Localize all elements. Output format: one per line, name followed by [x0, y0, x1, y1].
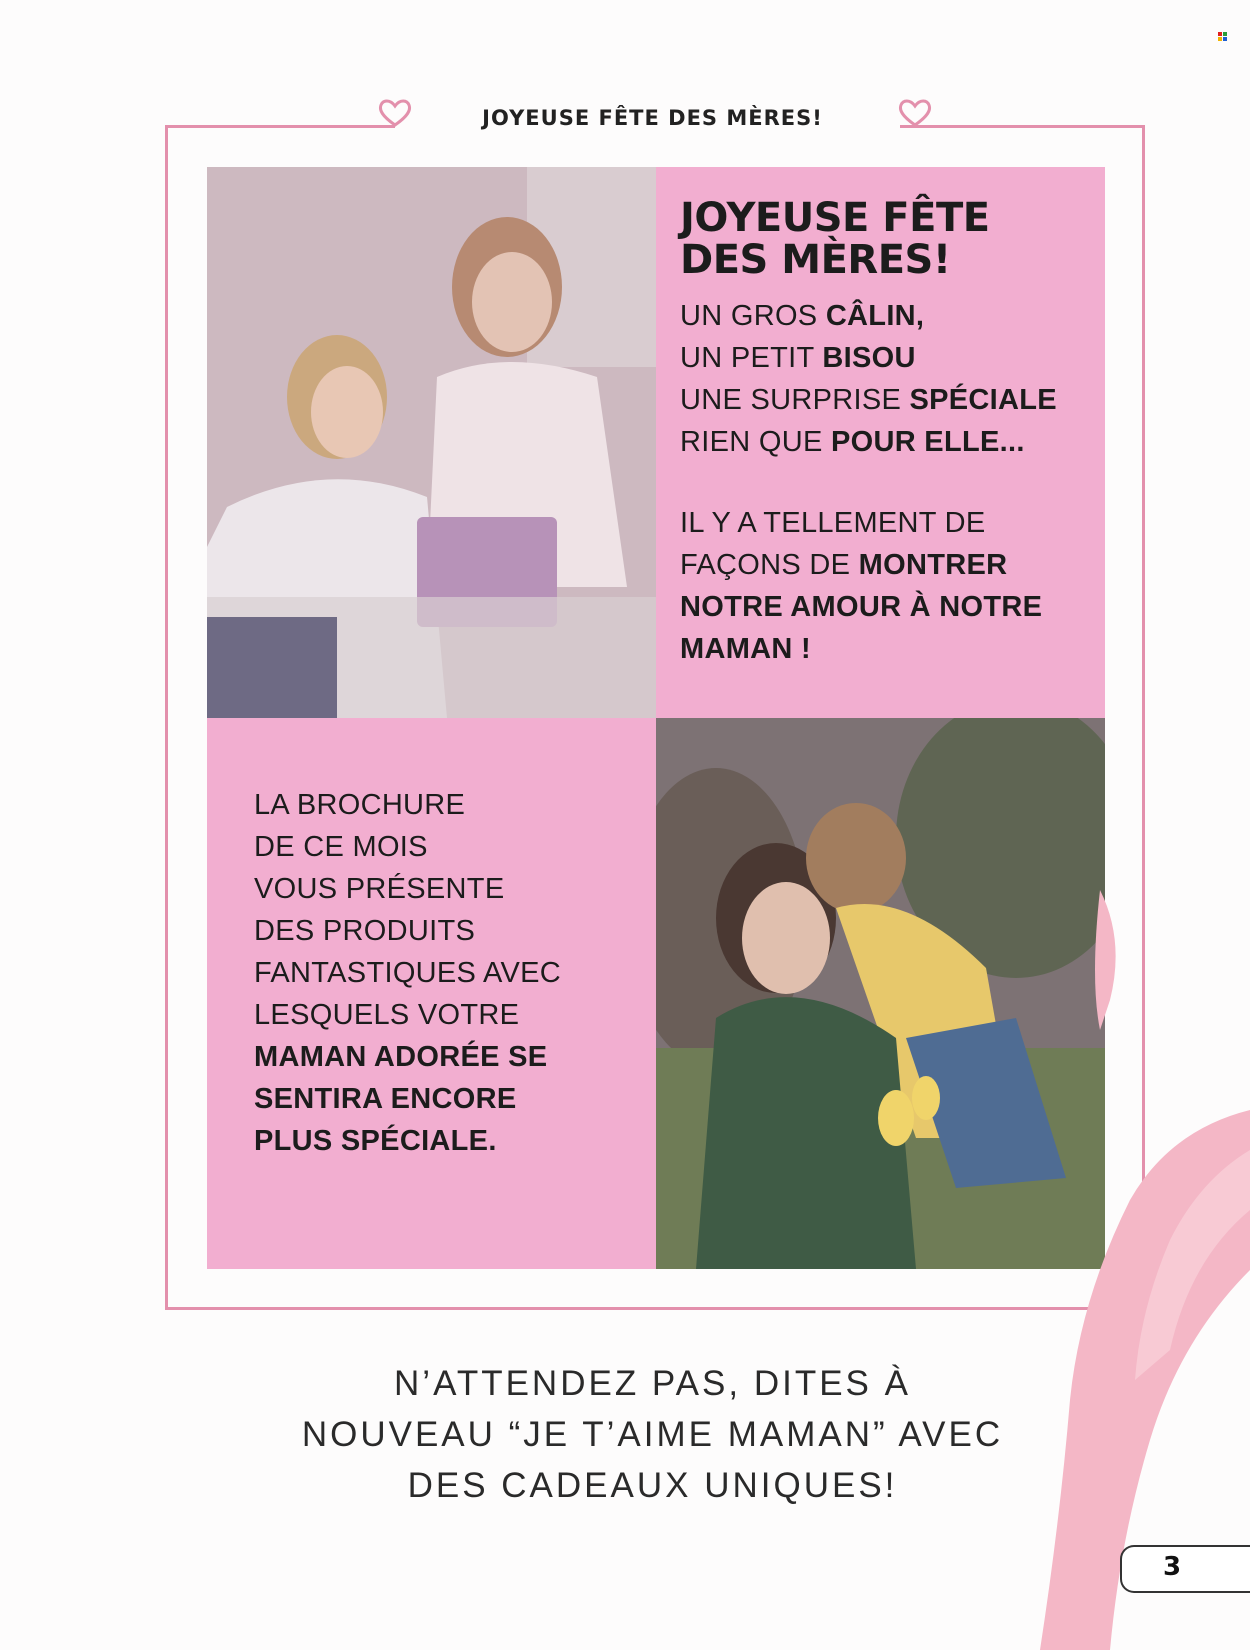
- brochure-line: VOUS PRÉSENTE: [254, 873, 505, 905]
- brochure-lines: [254, 784, 561, 1162]
- greeting-title: JOYEUSE FÊTE DES MÈRES!: [680, 195, 990, 283]
- brochure-line: PLUS SPÉCIALE.: [254, 1125, 497, 1157]
- brochure-line: FANTASTIQUES AVEC: [254, 957, 561, 989]
- brochure-line: DES PRODUITS: [254, 915, 476, 947]
- footer-line: DES CADEAUX UNIQUES!: [407, 1466, 898, 1505]
- brochure-line: DE CE MOIS: [254, 831, 428, 863]
- photo-mother-child-hug: [656, 718, 1105, 1269]
- love-line: IL Y A TELLEMENT DE: [680, 507, 986, 539]
- love-line: MAMAN !: [680, 633, 811, 665]
- brochure-line: MAMAN ADORÉE SE: [254, 1041, 548, 1073]
- greeting-line: UNE SURPRISE SPÉCIALE: [680, 384, 1057, 416]
- greeting-line: UN GROS CÂLIN,: [680, 300, 925, 332]
- brochure-line: LA BROCHURE: [254, 789, 466, 821]
- footer-message: [200, 1358, 1105, 1511]
- photo-mother-daughter-gift: [207, 167, 656, 718]
- greeting-line: RIEN QUE POUR ELLE...: [680, 426, 1025, 458]
- brand-dots-icon: [1218, 32, 1228, 42]
- love-line: FAÇONS DE MONTRER: [680, 549, 1008, 581]
- greeting-panel: [656, 167, 1105, 718]
- brochure-panel: [207, 718, 656, 1269]
- love-lines: [680, 502, 1042, 670]
- footer-line: NOUVEAU “JE T’AIME MAMAN” AVEC: [301, 1415, 1004, 1454]
- page-tab: [1120, 1545, 1250, 1593]
- page-number: 3: [1163, 1552, 1182, 1582]
- brochure-line: SENTIRA ENCORE: [254, 1083, 517, 1115]
- brochure-line: LESQUELS VOTRE: [254, 999, 520, 1031]
- greeting-line: UN PETIT BISOU: [680, 342, 916, 374]
- ribbon-decoration: [1040, 880, 1250, 1650]
- footer-line: N’ATTENDEZ PAS, DITES À: [394, 1364, 911, 1403]
- greeting-lines: [680, 295, 1057, 463]
- love-line: NOTRE AMOUR À NOTRE: [680, 591, 1043, 623]
- header-title: JOYEUSE FÊTE DES MÈRES!: [482, 106, 823, 130]
